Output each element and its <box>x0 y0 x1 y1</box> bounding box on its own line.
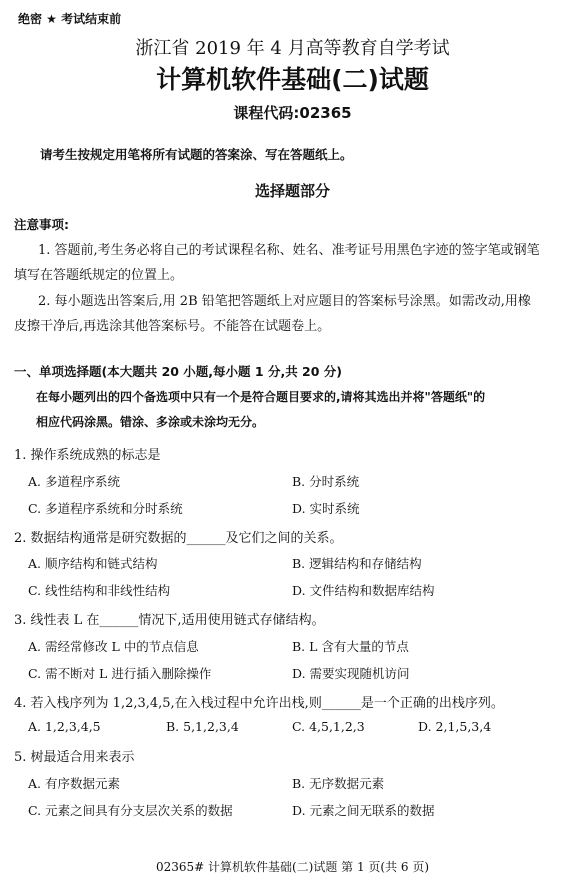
question-1-stem: 1. 操作系统成熟的标志是 <box>14 448 161 463</box>
question-2-option-d: D. 文件结构和数据库结构 <box>292 583 435 598</box>
question-5-stem: 5. 树最适合用来表示 <box>14 750 135 765</box>
secret-label: 绝密 ★ 考试结束前 <box>18 12 122 26</box>
question-3-option-c: C. 需不断对 L 进行插入删除操作 <box>28 666 212 681</box>
question-4-option-a: A. 1,2,3,4,5 <box>28 719 101 734</box>
note-item-2-line-2: 皮擦干净后,再选涂其他答案标号。不能答在试题卷上。 <box>14 319 331 334</box>
page-footer: 02365# 计算机软件基础(二)试题 第 1 页(共 6 页) <box>155 860 430 874</box>
answer-instruction: 请考生按规定用笔将所有试题的答案涂、写在答题纸上。 <box>40 147 353 162</box>
question-2-option-c: C. 线性结构和非线性结构 <box>28 583 171 598</box>
question-5-option-d: D. 元素之间无联系的数据 <box>292 803 435 818</box>
part1-heading: 一、单项选择题(本大题共 20 小题,每小题 1 分,共 20 分) <box>14 364 343 379</box>
question-4-option-c: C. 4,5,1,2,3 <box>292 719 365 734</box>
question-4-option-b: B. 5,1,2,3,4 <box>166 719 239 734</box>
question-5-option-c: C. 元素之间具有分支层次关系的数据 <box>28 803 233 818</box>
question-1-option-c: C. 多道程序系统和分时系统 <box>28 501 183 516</box>
question-3-option-a: A. 需经常修改 L 中的节点信息 <box>28 639 199 654</box>
part1-desc-line-1: 在每小题列出的四个备选项中只有一个是符合题目要求的,请将其选出并将"答题纸"的 <box>36 390 486 404</box>
exam-title: 浙江省 2019 年 4 月高等教育自学考试 <box>135 38 450 59</box>
section-title: 选择题部分 <box>254 182 330 200</box>
note-item-2-line-1: 2. 每小题选出答案后,用 2B 铅笔把答题纸上对应题目的答案标号涂黑。如需改动,用橡 <box>38 294 531 309</box>
question-3-option-d: D. 需要实现随机访问 <box>292 666 410 681</box>
question-4-stem: 4. 若入栈序列为 1,2,3,4,5,在入栈过程中允许出栈,则______是一个正确的出栈序列。 <box>14 696 504 711</box>
question-1-option-b: B. 分时系统 <box>292 474 360 489</box>
question-1-option-d: D. 实时系统 <box>292 501 360 516</box>
paper-title: 计算机软件基础(二)试题 <box>156 65 429 94</box>
notes-title: 注意事项: <box>14 217 69 232</box>
question-2-stem: 2. 数据结构通常是研究数据的______及它们之间的关系。 <box>14 531 343 546</box>
note-item-1-line-2: 填写在答题纸规定的位置上。 <box>14 268 184 283</box>
question-4-option-d: D. 2,1,5,3,4 <box>418 719 492 734</box>
question-2-option-a: A. 顺序结构和链式结构 <box>28 556 158 571</box>
note-item-1-line-1: 1. 答题前,考生务必将自己的考试课程名称、姓名、准考证号用黑色字迹的签字笔或钢笔 <box>38 243 540 258</box>
question-2-option-b: B. 逻辑结构和存储结构 <box>292 556 422 571</box>
question-3-stem: 3. 线性表 L 在______情况下,适用使用链式存储结构。 <box>14 613 325 628</box>
course-code: 课程代码:02365 <box>233 104 352 122</box>
question-3-option-b: B. L 含有大量的节点 <box>292 639 409 654</box>
question-5-option-a: A. 有序数据元素 <box>28 776 120 791</box>
part1-desc-line-2: 相应代码涂黑。错涂、多涂或未涂均无分。 <box>36 415 265 429</box>
question-1-option-a: A. 多道程序系统 <box>28 474 120 489</box>
question-5-option-b: B. 无序数据元素 <box>292 776 385 791</box>
